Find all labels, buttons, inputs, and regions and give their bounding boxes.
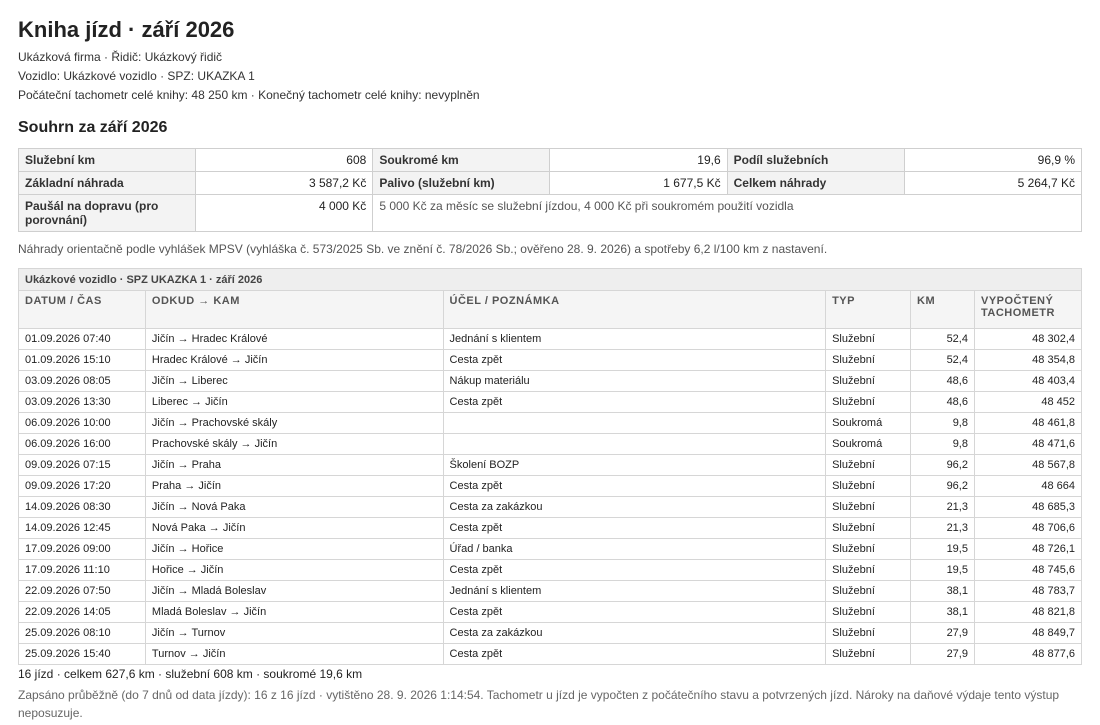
column-header-km: KM — [911, 291, 975, 329]
table-row — [19, 602, 1082, 623]
trip-route: Jičín → Praha — [145, 455, 443, 476]
trip-km: 48,6 — [911, 371, 975, 392]
table-row — [19, 455, 1082, 476]
trip-type: Služební — [826, 623, 911, 644]
trip-datetime: 25.09.2026 15:40 — [19, 644, 146, 665]
table-row — [19, 350, 1082, 371]
trip-type: Služební — [826, 392, 911, 413]
trip-purpose: Cesta za zakázkou — [443, 497, 826, 518]
trip-purpose — [443, 413, 826, 434]
column-header-datetime: DATUM / ČAS — [19, 291, 146, 329]
trip-route: Mladá Boleslav → Jičín — [145, 602, 443, 623]
trip-km: 27,9 — [911, 644, 975, 665]
column-header-route: ODKUD → KAM — [145, 291, 443, 329]
summary-title: Souhrn za září 2026 — [18, 119, 168, 136]
trip-purpose: Cesta zpět — [443, 518, 826, 539]
trip-type: Služební — [826, 476, 911, 497]
vehicle-line: Vozidlo: Ukázkové vozidlo · SPZ: UKAZKA 1 — [18, 69, 255, 83]
trip-purpose: Cesta zpět — [443, 602, 826, 623]
column-header-purpose: ÚČEL / POZNÁMKA — [443, 291, 826, 329]
trip-purpose: Cesta zpět — [443, 644, 826, 665]
trip-datetime: 25.09.2026 08:10 — [19, 623, 146, 644]
trip-purpose: Školení BOZP — [443, 455, 826, 476]
trip-purpose: Úřad / banka — [443, 539, 826, 560]
trip-km: 19,5 — [911, 539, 975, 560]
trip-type: Služební — [826, 350, 911, 371]
trip-datetime: 06.09.2026 10:00 — [19, 413, 146, 434]
table-row — [19, 371, 1082, 392]
trip-purpose — [443, 434, 826, 455]
table-row — [19, 623, 1082, 644]
trip-km: 38,1 — [911, 602, 975, 623]
trip-route: Prachovské skály → Jičín — [145, 434, 443, 455]
private-km-label: Soukromé km — [373, 149, 550, 172]
trip-odometer: 48 664 — [974, 476, 1081, 497]
table-row — [19, 644, 1082, 665]
table-row — [19, 434, 1082, 455]
trip-route: Jičín → Prachovské skály — [145, 413, 443, 434]
trip-purpose: Cesta zpět — [443, 560, 826, 581]
trip-odometer: 48 726,1 — [974, 539, 1081, 560]
trip-odometer: 48 302,4 — [974, 329, 1081, 350]
trip-km: 21,3 — [911, 497, 975, 518]
trip-log-table — [18, 268, 1082, 665]
trip-odometer: 48 783,7 — [974, 581, 1081, 602]
page-title: Kniha jízd · září 2026 — [18, 17, 235, 42]
trip-type: Služební — [826, 644, 911, 665]
trip-type: Služební — [826, 602, 911, 623]
trip-type: Služební — [826, 560, 911, 581]
trip-type: Soukromá — [826, 413, 911, 434]
trip-km: 96,2 — [911, 476, 975, 497]
trip-datetime: 17.09.2026 11:10 — [19, 560, 146, 581]
trip-datetime: 03.09.2026 08:05 — [19, 371, 146, 392]
trip-route: Praha → Jičín — [145, 476, 443, 497]
trip-route: Jičín → Turnov — [145, 623, 443, 644]
trip-datetime: 09.09.2026 07:15 — [19, 455, 146, 476]
flat-rate-note: 5 000 Kč za měsíc se služební jízdou, 4 000 Kč při soukromém použití vozidla — [373, 195, 1082, 232]
base-comp-value: 3 587,2 Kč — [196, 172, 373, 195]
trip-route: Jičín → Mladá Boleslav — [145, 581, 443, 602]
trip-route: Jičín → Hradec Králové — [145, 329, 443, 350]
trip-purpose: Jednání s klientem — [443, 581, 826, 602]
trip-purpose: Cesta zpět — [443, 392, 826, 413]
odometer-line: Počáteční tachometr celé knihy: 48 250 km · Konečný tachometr celé knihy: nevyplněn — [18, 88, 480, 102]
trip-route: Jičín → Nová Paka — [145, 497, 443, 518]
trip-odometer: 48 403,4 — [974, 371, 1081, 392]
column-header-odometer: VYPOČTENÝ TACHOMETR — [974, 291, 1081, 329]
trip-odometer: 48 452 — [974, 392, 1081, 413]
trip-odometer: 48 685,3 — [974, 497, 1081, 518]
trip-datetime: 14.09.2026 12:45 — [19, 518, 146, 539]
trip-odometer: 48 567,8 — [974, 455, 1081, 476]
trip-type: Služební — [826, 455, 911, 476]
footer-note: Zapsáno průběžně (do 7 dnů od data jízdy): 16 z 16 jízd · vytištěno 28. 9. 2026 1:14:54. Tachometr u jízd je vypočten z počátečního stavu a potvrzených jízd. Nároky na daňové výdaje tento výstup neposuzuje. — [18, 688, 1060, 720]
business-km-value: 608 — [196, 149, 373, 172]
trip-odometer: 48 877,6 — [974, 644, 1081, 665]
trip-log-body — [19, 329, 1082, 665]
flat-rate-label: Paušál na dopravu (pro porovnání) — [19, 195, 196, 232]
summary-row — [19, 195, 1082, 232]
trip-route: Hradec Králové → Jičín — [145, 350, 443, 371]
trip-km: 52,4 — [911, 329, 975, 350]
trip-type: Služební — [826, 518, 911, 539]
total-comp-label: Celkem náhrady — [727, 172, 904, 195]
trip-datetime: 03.09.2026 13:30 — [19, 392, 146, 413]
table-row — [19, 329, 1082, 350]
trip-odometer: 48 745,6 — [974, 560, 1081, 581]
summary-row — [19, 149, 1082, 172]
compensation-notice: Náhrady orientačně podle vyhlášek MPSV (vyhláška č. 573/2025 Sb. ve znění č. 78/2026 Sb.; ověřeno 28. 9. 2026) a spotřeby 6,2 l/100 km z nastavení. — [18, 242, 828, 256]
table-row — [19, 392, 1082, 413]
trip-type: Služební — [826, 329, 911, 350]
trip-type: Služební — [826, 371, 911, 392]
trip-type: Služební — [826, 497, 911, 518]
trip-datetime: 01.09.2026 07:40 — [19, 329, 146, 350]
table-row — [19, 476, 1082, 497]
trip-purpose: Nákup materiálu — [443, 371, 826, 392]
business-km-label: Služební km — [19, 149, 196, 172]
base-comp-label: Základní náhrada — [19, 172, 196, 195]
trip-km: 9,8 — [911, 434, 975, 455]
business-share-value: 96,9 % — [904, 149, 1081, 172]
trip-odometer: 48 849,7 — [974, 623, 1081, 644]
trip-route: Nová Paka → Jičín — [145, 518, 443, 539]
trip-route: Jičín → Liberec — [145, 371, 443, 392]
trip-purpose: Cesta zpět — [443, 350, 826, 371]
summary-row — [19, 172, 1082, 195]
vehicle-group-title: Ukázkové vozidlo · SPZ UKAZKA 1 · září 2026 — [19, 269, 1082, 291]
trip-datetime: 06.09.2026 16:00 — [19, 434, 146, 455]
trip-datetime: 01.09.2026 15:10 — [19, 350, 146, 371]
fuel-label: Palivo (služební km) — [373, 172, 550, 195]
total-comp-value: 5 264,7 Kč — [904, 172, 1081, 195]
trip-odometer: 48 461,8 — [974, 413, 1081, 434]
flat-rate-value: 4 000 Kč — [196, 195, 373, 232]
trip-odometer: 48 706,6 — [974, 518, 1081, 539]
trip-purpose: Cesta za zakázkou — [443, 623, 826, 644]
trip-datetime: 22.09.2026 14:05 — [19, 602, 146, 623]
trip-odometer: 48 354,8 — [974, 350, 1081, 371]
trip-route: Hořice → Jičín — [145, 560, 443, 581]
trip-route: Jičín → Hořice — [145, 539, 443, 560]
totals-line: 16 jízd · celkem 627,6 km · služební 608 km · soukromé 19,6 km — [18, 667, 363, 681]
trip-route: Liberec → Jičín — [145, 392, 443, 413]
trip-km: 19,5 — [911, 560, 975, 581]
trip-type: Soukromá — [826, 434, 911, 455]
trip-datetime: 14.09.2026 08:30 — [19, 497, 146, 518]
trip-purpose: Jednání s klientem — [443, 329, 826, 350]
trip-km: 48,6 — [911, 392, 975, 413]
trip-km: 52,4 — [911, 350, 975, 371]
fuel-value: 1 677,5 Kč — [550, 172, 727, 195]
group-header-row — [19, 269, 1082, 291]
trip-datetime: 17.09.2026 09:00 — [19, 539, 146, 560]
table-row — [19, 413, 1082, 434]
trip-km: 96,2 — [911, 455, 975, 476]
trip-km: 9,8 — [911, 413, 975, 434]
trip-route: Turnov → Jičín — [145, 644, 443, 665]
column-header-type: TYP — [826, 291, 911, 329]
column-header-row — [19, 291, 1082, 329]
company-driver-line: Ukázková firma · Řidič: Ukázkový řidič — [18, 50, 223, 64]
table-row — [19, 560, 1082, 581]
trip-type: Služební — [826, 539, 911, 560]
trip-type: Služební — [826, 581, 911, 602]
trip-km: 21,3 — [911, 518, 975, 539]
summary-table — [18, 148, 1082, 232]
trip-odometer: 48 471,6 — [974, 434, 1081, 455]
trip-odometer: 48 821,8 — [974, 602, 1081, 623]
table-row — [19, 539, 1082, 560]
table-row — [19, 518, 1082, 539]
private-km-value: 19,6 — [550, 149, 727, 172]
trip-datetime: 09.09.2026 17:20 — [19, 476, 146, 497]
trip-purpose: Cesta zpět — [443, 476, 826, 497]
trip-km: 38,1 — [911, 581, 975, 602]
trip-datetime: 22.09.2026 07:50 — [19, 581, 146, 602]
table-row — [19, 497, 1082, 518]
business-share-label: Podíl služebních — [727, 149, 904, 172]
trip-km: 27,9 — [911, 623, 975, 644]
table-row — [19, 581, 1082, 602]
